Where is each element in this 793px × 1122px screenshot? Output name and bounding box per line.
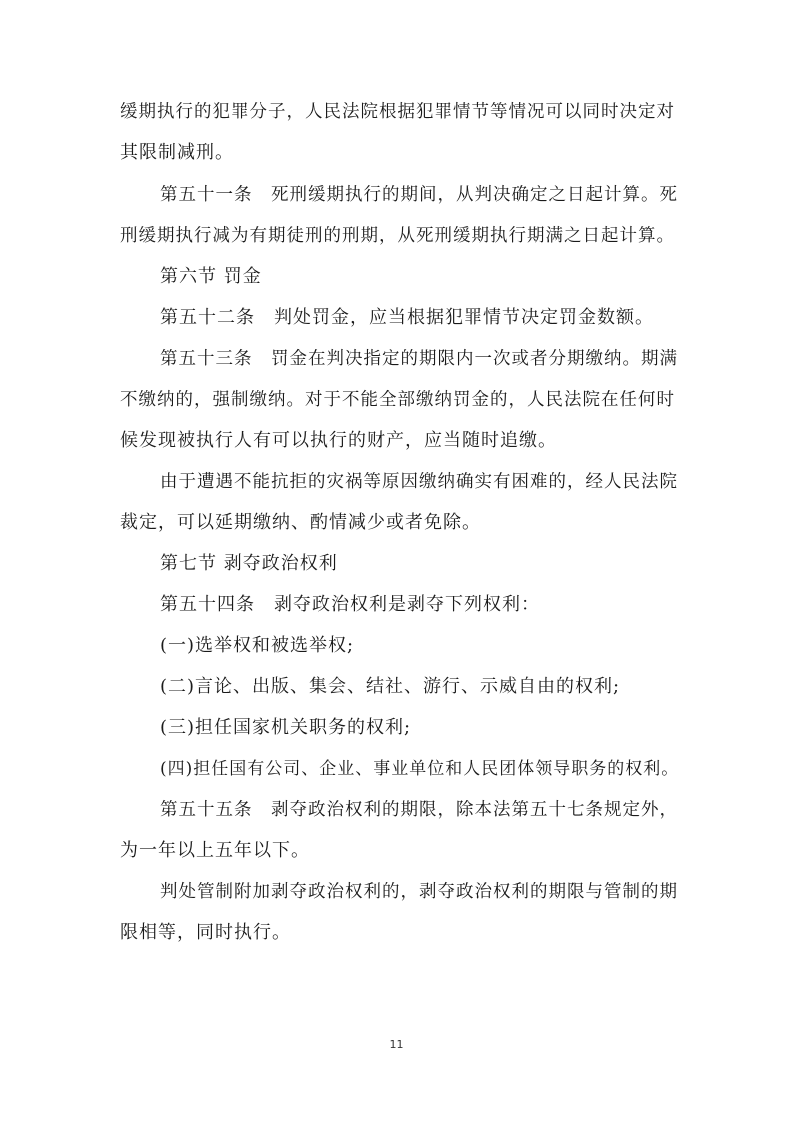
text-line: 刑缓期执行减为有期徒刑的刑期，从死刑缓期执行期满之日起计算。 xyxy=(120,226,675,246)
text-line: 裁定，可以延期缴纳、酌情减少或者免除。 xyxy=(120,512,481,533)
text-line: 为一年以上五年以下。 xyxy=(120,840,310,861)
page-number: 11 xyxy=(389,1038,404,1051)
list-item: (三)担任国家机关职务的权利; xyxy=(160,717,412,738)
text-line: 限相等，同时执行。 xyxy=(120,922,291,943)
article-52-line: 第五十二条 判处罚金，应当根据犯罪情节决定罚金数额。 xyxy=(160,307,654,328)
section-heading-7: 第七节 剥夺政治权利 xyxy=(160,553,338,574)
article-54-line: 第五十四条 剥夺政治权利是剥夺下列权利： xyxy=(160,594,540,615)
text-line: 不缴纳的，强制缴纳。对于不能全部缴纳罚金的，人民法院在任何时 xyxy=(120,390,675,410)
article-55-line: 第五十五条 剥夺政治权利的期限，除本法第五十七条规定外， xyxy=(160,800,678,820)
list-item: (四)担任国有公司、企业、事业单位和人民团体领导职务的权利。 xyxy=(160,759,680,779)
text-line: 缓期执行的犯罪分子，人民法院根据犯罪情节等情况可以同时决定对 xyxy=(120,102,675,122)
article-53-line: 第五十三条 罚金在判决指定的期限内一次或者分期缴纳。期满 xyxy=(160,349,678,369)
paragraph-line: 由于遭遇不能抗拒的灾祸等原因缴纳确实有困难的，经人民法院 xyxy=(160,472,678,492)
text-line: 候发现被执行人有可以执行的财产，应当随时追缴。 xyxy=(120,430,557,451)
section-heading-6: 第六节 罚金 xyxy=(160,266,262,287)
article-51-line: 第五十一条 死刑缓期执行的期间，从判决确定之日起计算。死 xyxy=(160,185,678,205)
list-item: (二)言论、出版、集会、结社、游行、示威自由的权利; xyxy=(160,676,621,697)
paragraph-line: 判处管制附加剥夺政治权利的，剥夺政治权利的期限与管制的期 xyxy=(160,882,678,902)
text-line: 其限制减刑。 xyxy=(120,142,234,163)
list-item: (一)选举权和被选举权; xyxy=(160,635,355,656)
